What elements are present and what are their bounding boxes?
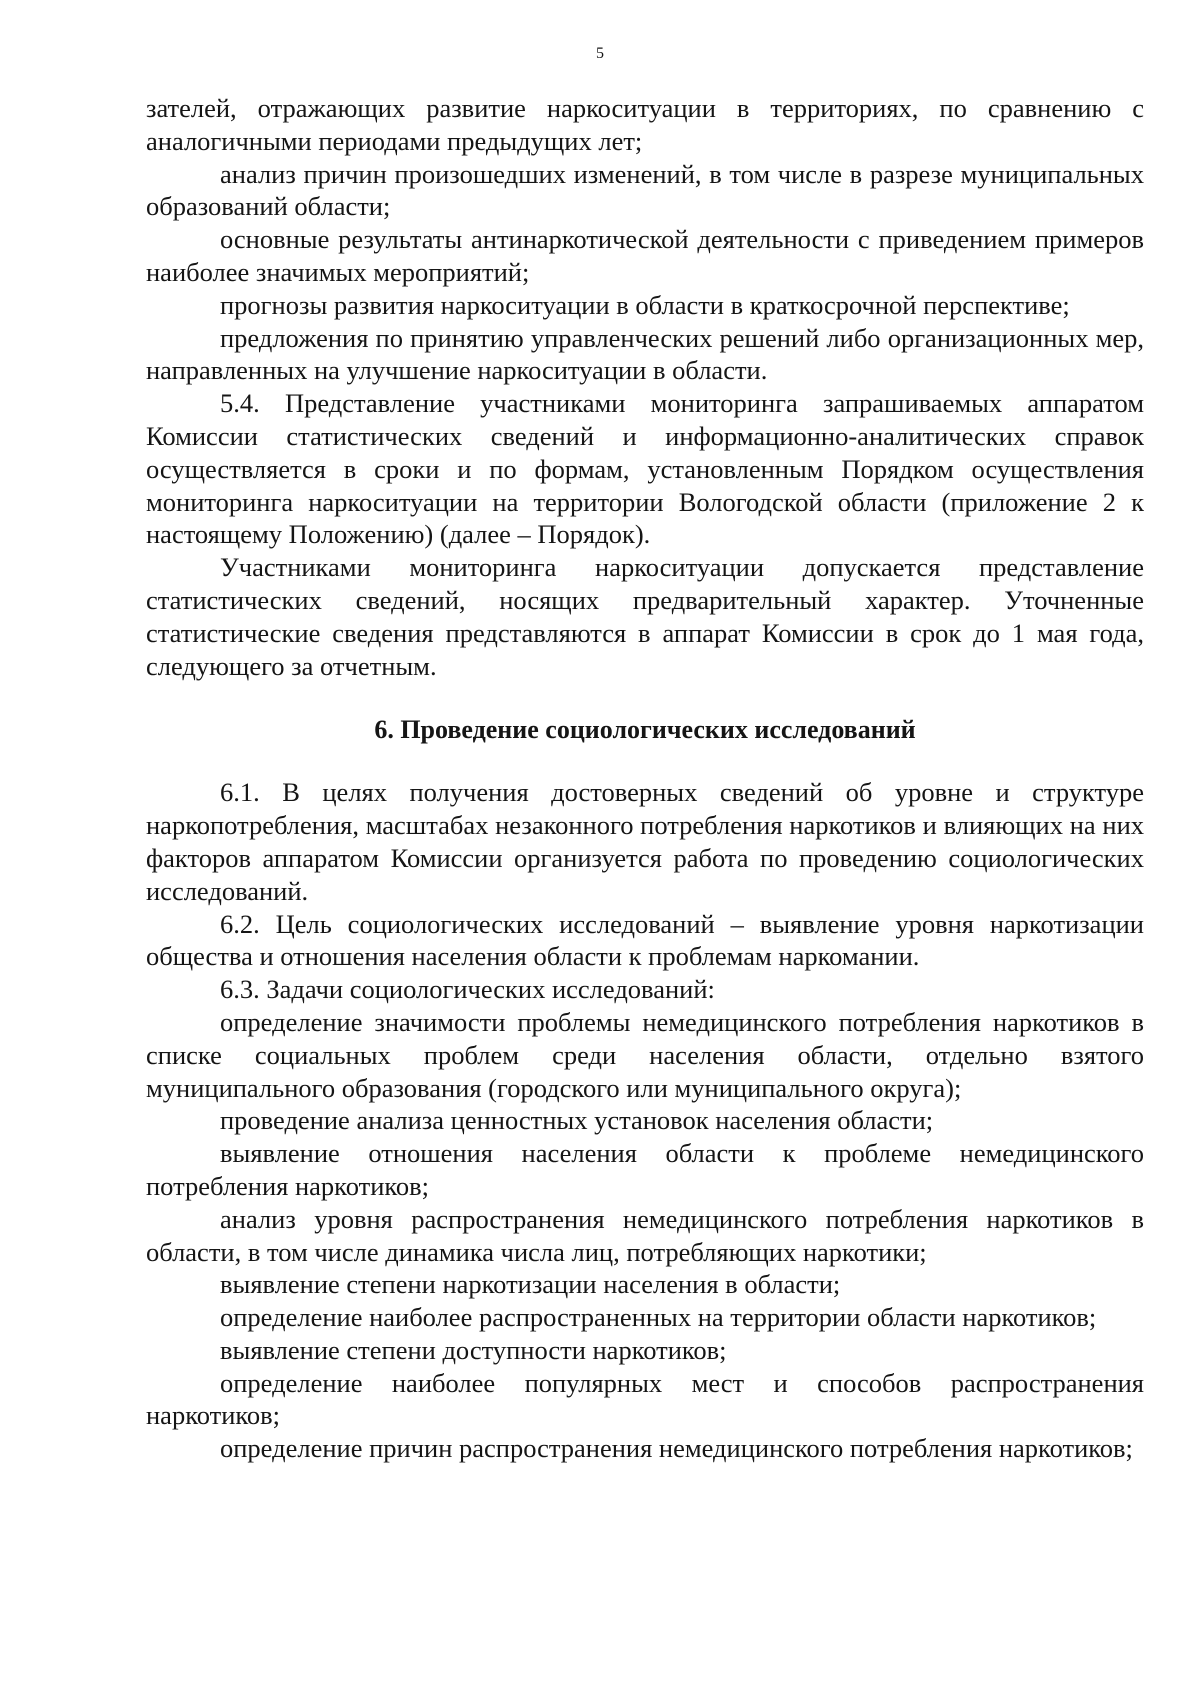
paragraph: зателей, отражающих развитие наркоситуации в территориях, по сравнению с аналогичными периодами предыдущих лет; [146, 93, 1144, 156]
paragraph-6-3: 6.3. Задачи социологических исследований: [220, 974, 715, 1005]
list-item: выявление степени наркотизации населения в области; [220, 1269, 841, 1300]
list-item: анализ уровня распространения немедицинского потребления наркотиков в области, в том числе динамика числа лиц, потребляющих наркотики; [146, 1203, 1144, 1267]
paragraph: прогнозы развития наркоситуации в области в краткосрочной перспективе; [220, 289, 1070, 320]
paragraph: основные результаты антинаркотической деятельности с приведением примеров наиболее значимых мероприятий; [146, 224, 1144, 287]
list-item: выявление степени доступности наркотиков; [220, 1334, 727, 1365]
document-body [146, 92, 1144, 1465]
list-item: определение наиболее популярных мест и способов распространения наркотиков; [146, 1367, 1144, 1431]
section-heading: 6. Проведение социологических исследований [374, 715, 916, 745]
paragraph-5-4: 5.4. Представление участниками мониторинга запрашиваемых аппаратом Комиссии статистических сведений и информационно-аналитических справок осуществляется в сроки и по формам, установленным Порядком осуществления мониторинга наркоситуации на территории Вологодской области (приложение 2 к настоящему Положению) (далее – Порядок). [146, 388, 1144, 550]
list-item: определение наиболее распространенных на территории области наркотиков; [220, 1302, 1097, 1333]
paragraph: предложения по принятию управленческих решений либо организационных мер, направленных на улучшение наркоситуации в области. [146, 322, 1144, 386]
list-item: определение значимости проблемы немедицинского потребления наркотиков в списке социальных проблем среди населения области, отдельно взятого муниципального образования (городского или муниципального округа); [146, 1006, 1144, 1103]
page-number: 5 [596, 45, 604, 62]
paragraph-6-1: 6.1. В целях получения достоверных сведений об уровне и структуре наркопотребления, масштабах незаконного потребления наркотиков и влияющих на них факторов аппаратом Комиссии организуется работа по проведению социологических исследований. [146, 777, 1144, 906]
paragraph: Участниками мониторинга наркоситуации допускается представление статистических сведений, носящих предварительный характер. Уточненные статистические сведения представляются в аппарат Комиссии в срок до 1 мая года, следующего за отчетным. [146, 552, 1144, 681]
list-item: выявление отношения населения области к проблеме немедицинского потребления наркотиков; [146, 1138, 1144, 1201]
list-item: определение причин распространения немедицинского потребления наркотиков; [220, 1433, 1133, 1464]
paragraph: анализ причин произошедших изменений, в том числе в разрезе муниципальных образований области; [146, 158, 1144, 222]
list-item: проведение анализа ценностных установок населения области; [220, 1105, 934, 1136]
paragraph-6-2: 6.2. Цель социологических исследований – выявление уровня наркотизации общества и отношения населения области к проблемам наркомании. [146, 908, 1144, 972]
